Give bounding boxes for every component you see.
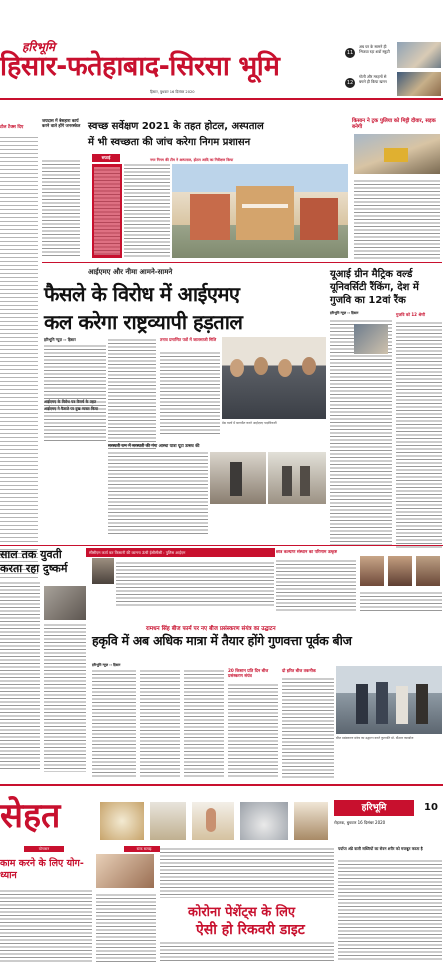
- story1-photo: [172, 164, 348, 258]
- story7-right-headline: दो हरित बीज तकनीक: [282, 668, 316, 673]
- left-strip-heading: टोल टैक्स दिए: [0, 125, 24, 130]
- promo-photo-1: [397, 42, 441, 68]
- story7-headline: हकृवि में अब अधिक मात्रा में तैयार होंगे गुणवत्ता पूर्वक बीज: [92, 633, 352, 648]
- masthead-rule: [0, 98, 443, 100]
- story3-photo: [222, 337, 326, 419]
- health-brand-box: [334, 800, 442, 842]
- story1-headline-line2: में भी स्वच्छता की जांच करेगा निगम प्रशासन: [88, 137, 251, 148]
- story3-subkicker: तनाव प्रमाणित पत्रों में जालसाजी मिलि: [160, 337, 217, 342]
- left-teaser: [42, 118, 82, 152]
- health-mid-kicker: स्टफ सलाह: [124, 846, 164, 852]
- health-dateline: रोहतक, बुधवार 16 दिसंबर 2020: [334, 820, 386, 825]
- divider-2: [0, 545, 443, 546]
- health-mid-photo: [96, 854, 154, 888]
- story3-bullets: [44, 400, 106, 412]
- story1-kicker: सफाई: [92, 154, 120, 162]
- story7-byline: हरिभूमि न्यूज़ ›› हिसार: [92, 663, 121, 667]
- story3-photo-caption: प्रेस वार्ता में बातचीत करते आईएमए पदाधिकारी: [222, 421, 277, 425]
- story4-photo: [354, 324, 388, 354]
- story3-bullet1: आईएमए के विरोध पत्र रिसर्च के तहत: [44, 399, 97, 404]
- story7-kicker: रामधन सिंह बीज फार्म पर नए बीज प्रसंस्करण संयंत्र का उद्घाटन: [146, 626, 276, 632]
- story5-body: [108, 450, 208, 534]
- health-main-headline-1: कोरोना पेशेंट्स के लिए: [188, 905, 296, 920]
- story2-body: [354, 178, 440, 260]
- story8-body: [276, 558, 356, 612]
- story6-headline: [0, 548, 86, 576]
- health-main-intro: [160, 846, 334, 898]
- health-mid-body: [96, 892, 156, 962]
- story3-bullet2: आईएमए ने फैसले पर दुख व्यक्त किया: [44, 405, 98, 411]
- story8-photo-2: [388, 556, 412, 586]
- story6-inset-photo: [92, 558, 114, 584]
- story4-teaser: गुजवि को 12 श्रेणी: [396, 312, 426, 317]
- story1-photo-caption: नगर निगम की टीम ने अस्पताल, होटल आदि का निरीक्षण किया: [150, 158, 234, 162]
- left-teaser-text: जयदास में बेसहारा कार्य करने वाले होंगे जनरस्केल: [42, 118, 81, 129]
- health-section: [0, 784, 443, 962]
- masthead: [0, 0, 443, 108]
- story6-body-col1: [0, 580, 40, 770]
- story3-body-col1: [44, 343, 106, 443]
- health-page-number: 10: [424, 802, 438, 813]
- health-main-headline-2: ऐसी हो रिकवरी डाइट: [196, 922, 305, 938]
- story1-body-col1: [42, 158, 80, 258]
- health-main-body: [160, 940, 334, 962]
- story7-body-col1: [92, 668, 136, 778]
- story5-photo-caption: [210, 508, 326, 518]
- story8-photo-1: [360, 556, 384, 586]
- story7-photo-caption: बीज प्रसंस्करण संयंत्र का उद्घाटन करते कुलपति प्रो. बीआर काम्बोज: [336, 736, 414, 740]
- story1-sidebar: [92, 164, 122, 258]
- masthead-title: हिसार-फतेहाबाद-सिरसा भूमि: [0, 51, 280, 82]
- health-banner-photo-5: [294, 802, 328, 840]
- story2-photo: [354, 134, 440, 174]
- health-left-body: [0, 888, 92, 962]
- health-banner-photo-4: [240, 802, 288, 840]
- story1-sidebar-text: [94, 167, 120, 255]
- story3-kicker: आईएमए और नीमा आमने-सामने: [88, 268, 173, 276]
- story7-photo: [336, 666, 442, 734]
- story5-photo-2: [268, 452, 326, 504]
- story6-banner: सीसीएम कार्य कर किसानी की कामना ऊंची ईसीसीसी : पुलिस आईएम: [86, 548, 275, 557]
- story7-body-col4: [228, 682, 278, 778]
- story1-body-col2: [124, 162, 170, 258]
- health-banner-photo-2: [150, 802, 186, 840]
- promo-number-2: 12: [346, 80, 354, 86]
- promo-text-2: गोली और मरहमों से बचने ही किया खनन: [359, 74, 387, 84]
- story6-headline-line2: करता रहा दुष्कर्म: [0, 562, 68, 575]
- health-right-body: [338, 858, 442, 962]
- health-left-headline: काम करने के लिए योग-ध्यान: [0, 858, 84, 881]
- health-banner-photo-3: [192, 802, 234, 840]
- story1-headline-line1: स्वच्छ सर्वेक्षण 2021 के तहत होटल, अस्पताल: [88, 121, 264, 132]
- story7-body-col5: [282, 676, 334, 778]
- promo-number-1: 11: [346, 50, 354, 56]
- promo-text-1: अब घर के सामने ही भिजवा रहा शवों स्कूटी: [359, 44, 390, 54]
- health-brand: हरिभूमि: [334, 800, 414, 816]
- health-banner-photo-1: [100, 802, 144, 840]
- story1-headline: [88, 118, 348, 148]
- story3-byline: हरिभूमि न्यूज़ ›› हिसार: [44, 337, 76, 342]
- story4-byline: हरिभूमि न्यूज़ ›› हिसार: [330, 311, 359, 315]
- divider: [42, 262, 442, 263]
- story8-body-2: [360, 590, 442, 612]
- left-strip-text: [0, 134, 38, 594]
- promo-photo-2: [397, 72, 441, 96]
- story5-photo-1: [210, 452, 266, 504]
- story7-body-col2: [140, 668, 180, 778]
- story3-headline-line1: फैसले के विरोध में आईएमए: [44, 282, 240, 306]
- story3-headline-line2: कल करेगा राष्ट्रव्यापी हड़ताल: [44, 310, 243, 334]
- brand-logo: हरिभूमि: [22, 40, 56, 54]
- story6-photo: [44, 586, 86, 620]
- story6-body-col2: [44, 622, 86, 772]
- story4-headline: यूआई ग्रीन मैट्रिक वर्ल्ड यूनिवर्सिटी रैंकिंग, देश में गुजवि का 12वां रैंक: [330, 269, 419, 306]
- health-left-kicker: योगासन: [24, 846, 64, 852]
- story5-headline: सरस्वती रत्न में सरस्वती की गंगा आस्था यात्रा यूटा उत्सव की: [108, 443, 200, 448]
- story8-photo-3: [416, 556, 440, 586]
- story6-headline-line1: साल तक युवती: [0, 548, 62, 561]
- promo-box-2: [345, 72, 441, 98]
- promo-box-1: [345, 42, 441, 70]
- dateline: हिसार, बुधवार 16 दिसंबर 2020: [150, 90, 195, 94]
- story3-body-col3: [160, 350, 220, 436]
- story2-headline: किसान ने ट्रक पुलिया को मिट्टी दीवार, सड़क बनेगी: [352, 118, 436, 131]
- health-right-text: पर्याप्त अंडे वाली सब्जियों का सेवन शरीर को मजबूत करता है: [338, 846, 423, 851]
- story4-body-col2: [396, 320, 442, 548]
- story8-headline: छात्र कल्याण संस्थान का परिणाम उत्कृष्ट: [276, 549, 337, 554]
- story6-body-col3: [116, 560, 274, 608]
- story7-body-col3: [184, 668, 224, 778]
- story7-mid-headline: 20 किसान प्रति दिन बीज प्रसंस्करण संयंत्र: [228, 668, 269, 679]
- health-section-title: सेहत: [0, 796, 61, 836]
